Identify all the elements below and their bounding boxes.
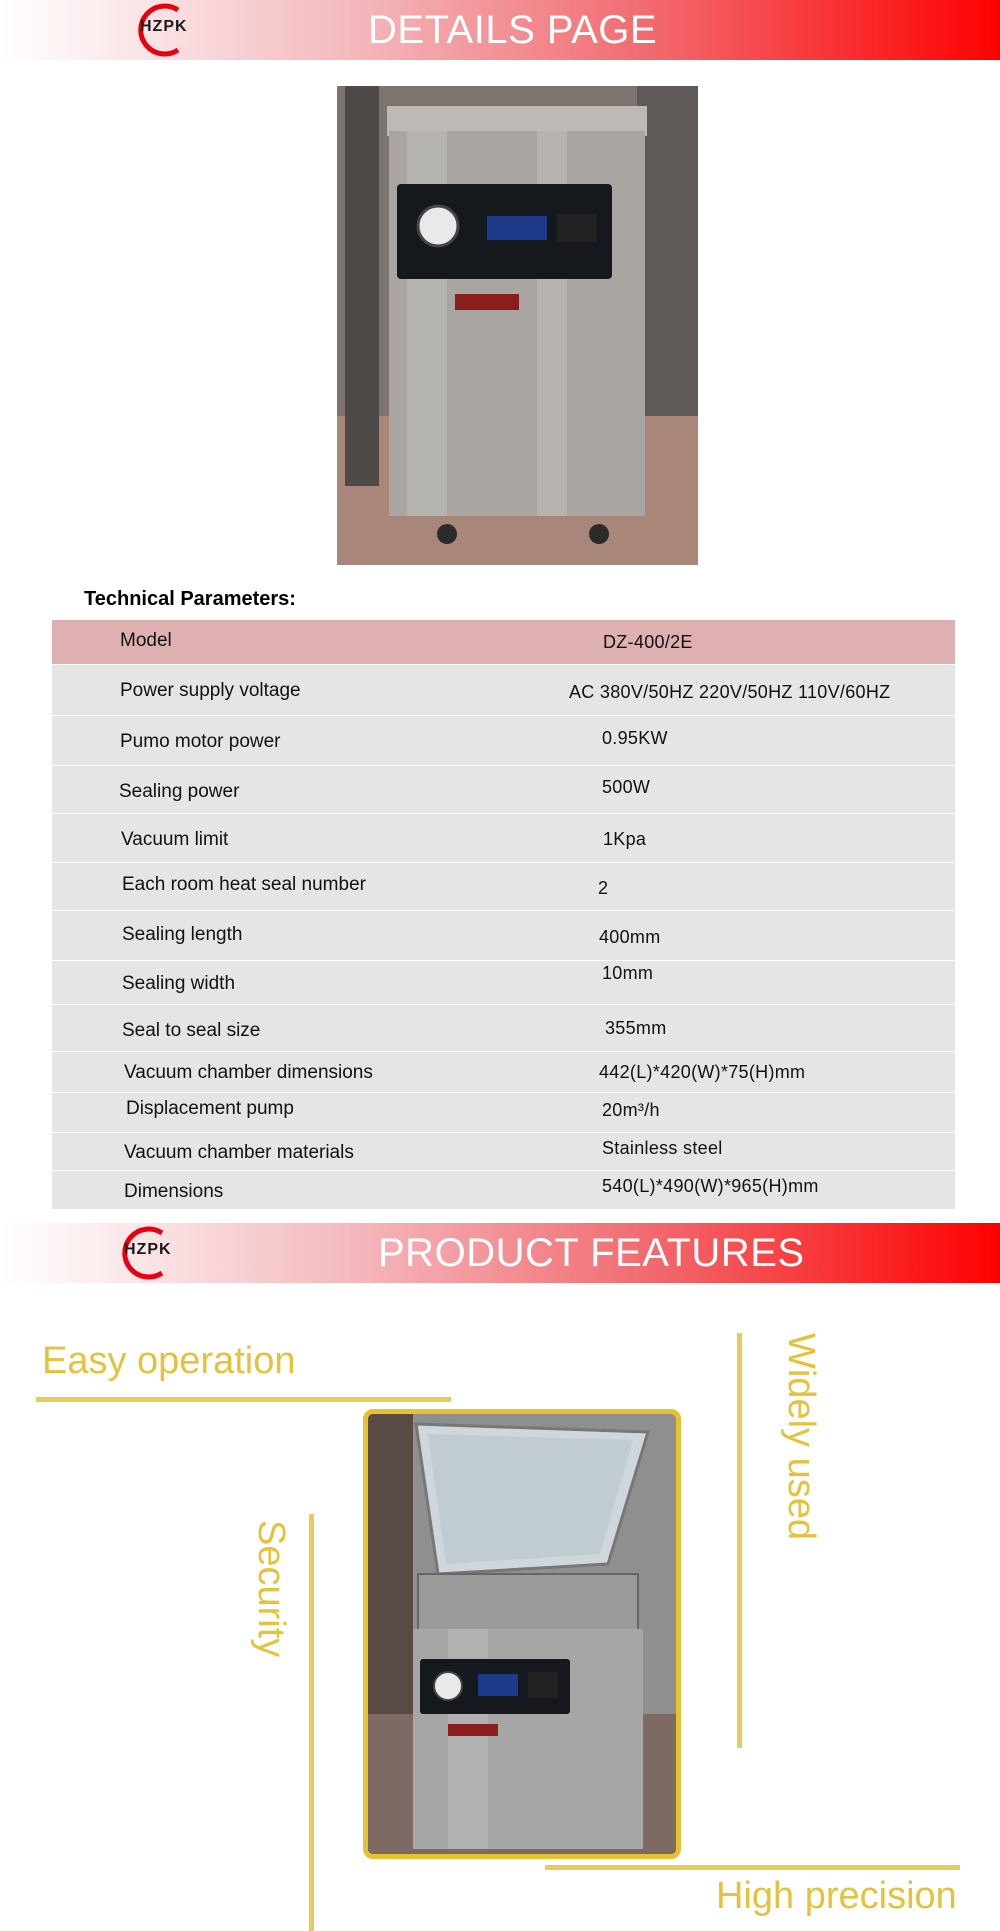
- technical-parameters-table: [52, 620, 955, 1210]
- param-label: Each room heat seal number: [122, 874, 366, 895]
- param-label: Vacuum chamber dimensions: [124, 1062, 373, 1083]
- table-row: [52, 766, 955, 814]
- feature-widely-used: Widely used: [780, 1333, 822, 1540]
- logo-text: HZPK: [140, 18, 188, 35]
- param-value: 10mm: [602, 963, 654, 983]
- param-label: Vacuum chamber materials: [124, 1142, 354, 1163]
- table-row: [52, 716, 955, 766]
- param-label: Displacement pump: [126, 1098, 294, 1119]
- param-label: Seal to seal size: [122, 1020, 261, 1041]
- param-label: Sealing power: [119, 781, 240, 802]
- feature-security: Security: [250, 1520, 292, 1658]
- param-value: DZ-400/2E: [603, 632, 693, 652]
- table-row: [52, 911, 955, 961]
- table-row: [52, 1005, 955, 1052]
- param-label: Pumo motor power: [120, 731, 281, 752]
- param-value: 2: [598, 878, 609, 898]
- table-row: [52, 961, 955, 1005]
- hzpk-logo: [132, 0, 192, 60]
- feature-underline: [545, 1865, 960, 1870]
- vacuum-packer-photo: [337, 86, 698, 565]
- param-value: 500W: [602, 777, 651, 797]
- feature-vertical-line: [309, 1514, 314, 1931]
- table-row: [52, 1052, 955, 1093]
- param-value: AC 380V/50HZ 220V/50HZ 110V/60HZ: [569, 682, 891, 702]
- details-page-title: DETAILS PAGE: [368, 8, 658, 52]
- table-row: [52, 620, 955, 665]
- table-row: [52, 1133, 955, 1171]
- table-row: [52, 665, 955, 716]
- param-value: Stainless steel: [602, 1138, 723, 1158]
- param-value: 20m³/h: [602, 1100, 660, 1120]
- param-label: Sealing width: [122, 973, 236, 994]
- vacuum-packer-open-lid-photo: [363, 1409, 681, 1859]
- details-page-banner: [0, 0, 1000, 60]
- hzpk-logo: [116, 1223, 176, 1283]
- param-value: 0.95KW: [602, 728, 668, 748]
- feature-vertical-line: [737, 1333, 742, 1748]
- feature-easy-operation: Easy operation: [42, 1340, 296, 1382]
- table-row: [52, 1093, 955, 1133]
- feature-underline: [36, 1397, 451, 1402]
- param-label: Power supply voltage: [120, 680, 301, 701]
- param-value: 442(L)*420(W)*75(H)mm: [599, 1062, 806, 1082]
- product-features-banner: [0, 1223, 1000, 1283]
- param-label: Dimensions: [124, 1181, 224, 1202]
- table-row: [52, 814, 955, 863]
- param-value: 1Kpa: [603, 829, 647, 849]
- logo-text: HZPK: [124, 1241, 172, 1258]
- param-label: Vacuum limit: [121, 829, 229, 850]
- param-value: 540(L)*490(W)*965(H)mm: [602, 1176, 819, 1196]
- feature-high-precision: High precision: [716, 1875, 957, 1917]
- param-value: 400mm: [599, 927, 661, 947]
- product-features-title: PRODUCT FEATURES: [378, 1231, 805, 1275]
- param-value: 355mm: [605, 1018, 667, 1038]
- technical-parameters-heading: Technical Parameters:: [84, 588, 296, 610]
- table-row: [52, 863, 955, 911]
- param-label: Model: [120, 630, 172, 651]
- param-label: Sealing length: [122, 924, 243, 945]
- table-row: [52, 1171, 955, 1210]
